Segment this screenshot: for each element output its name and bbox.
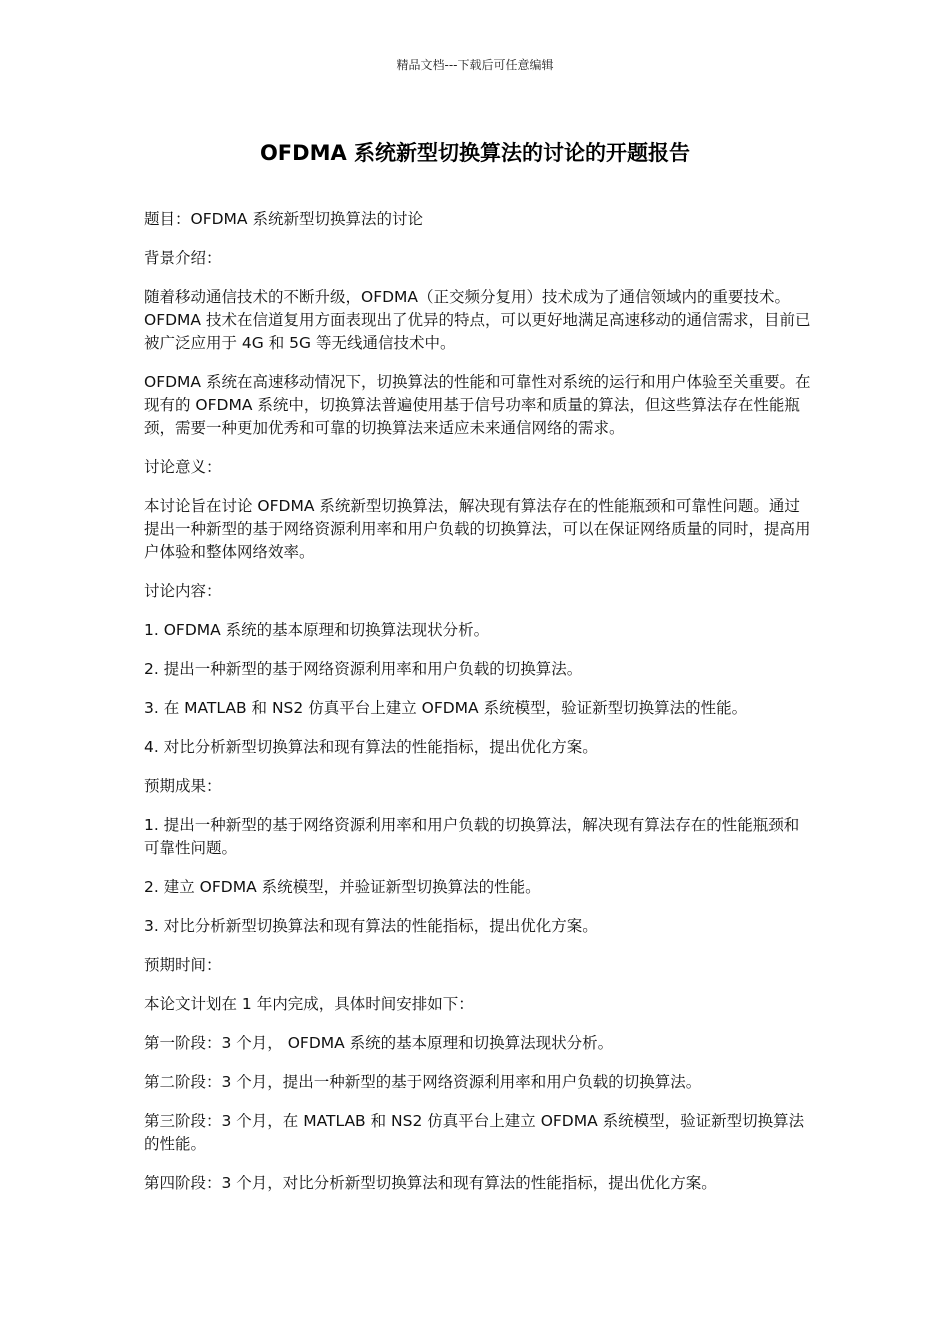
content-item-1: 1. OFDMA 系统的基本原理和切换算法现状分析。 xyxy=(144,621,490,639)
content-item-4: 4. 对比分析新型切换算法和现有算法的性能指标，提出优化方案。 xyxy=(144,738,598,756)
section-heading-schedule: 预期时间： xyxy=(144,956,222,974)
background-paragraph-2: OFDMA 系统在高速移动情况下，切换算法的性能和可靠性对系统的运行和用户体验至关重要。在现有的 OFDMA 系统中，切换算法普遍使用基于信号功率和质量的算法，但这些算法存在性能瓶颈，需要一种更加优秀和可靠的切换算法来适应未来通信网络的需求。 xyxy=(144,373,811,437)
section-heading-expected-results: 预期成果： xyxy=(144,777,222,795)
schedule-intro: 本论文计划在 1 年内完成，具体时间安排如下： xyxy=(144,995,474,1013)
result-item-1: 1. 提出一种新型的基于网络资源利用率和用户负载的切换算法，解决现有算法存在的性能瓶颈和可靠性问题。 xyxy=(144,816,800,857)
schedule-phase-4: 第四阶段：3 个月，对比分析新型切换算法和现有算法的性能指标，提出优化方案。 xyxy=(144,1174,717,1192)
topic-line: 题目：OFDMA 系统新型切换算法的讨论 xyxy=(144,210,423,228)
significance-paragraph: 本讨论旨在讨论 OFDMA 系统新型切换算法，解决现有算法存在的性能瓶颈和可靠性问题。通过提出一种新型的基于网络资源利用率和用户负载的切换算法，可以在保证网络质量的同时，提高用户体验和整体网络效率。 xyxy=(144,497,811,561)
section-heading-significance: 讨论意义： xyxy=(144,458,222,476)
section-heading-background: 背景介绍： xyxy=(144,249,222,267)
content-item-2: 2. 提出一种新型的基于网络资源利用率和用户负载的切换算法。 xyxy=(144,660,583,678)
schedule-phase-2: 第二阶段：3 个月，提出一种新型的基于网络资源利用率和用户负载的切换算法。 xyxy=(144,1073,702,1091)
page-header: 精品文档---下载后可任意编辑 xyxy=(396,58,554,72)
background-paragraph-1: 随着移动通信技术的不断升级，OFDMA（正交频分复用）技术成为了通信领域内的重要技术。OFDMA 技术在信道复用方面表现出了优异的特点，可以更好地满足高速移动的通信需求，目前已被广泛应用于 4G 和 5G 等无线通信技术中。 xyxy=(144,288,811,352)
document-title: OFDMA 系统新型切换算法的讨论的开题报告 xyxy=(259,141,691,165)
result-item-3: 3. 对比分析新型切换算法和现有算法的性能指标，提出优化方案。 xyxy=(144,917,598,935)
content-item-3: 3. 在 MATLAB 和 NS2 仿真平台上建立 OFDMA 系统模型，验证新型切换算法的性能。 xyxy=(144,699,748,717)
schedule-phase-1: 第一阶段：3 个月， OFDMA 系统的基本原理和切换算法现状分析。 xyxy=(144,1034,614,1052)
schedule-phase-3: 第三阶段：3 个月，在 MATLAB 和 NS2 仿真平台上建立 OFDMA 系统模型，验证新型切换算法的性能。 xyxy=(144,1112,805,1153)
section-heading-content: 讨论内容： xyxy=(144,582,222,600)
result-item-2: 2. 建立 OFDMA 系统模型，并验证新型切换算法的性能。 xyxy=(144,878,541,896)
document-body xyxy=(144,208,812,1211)
